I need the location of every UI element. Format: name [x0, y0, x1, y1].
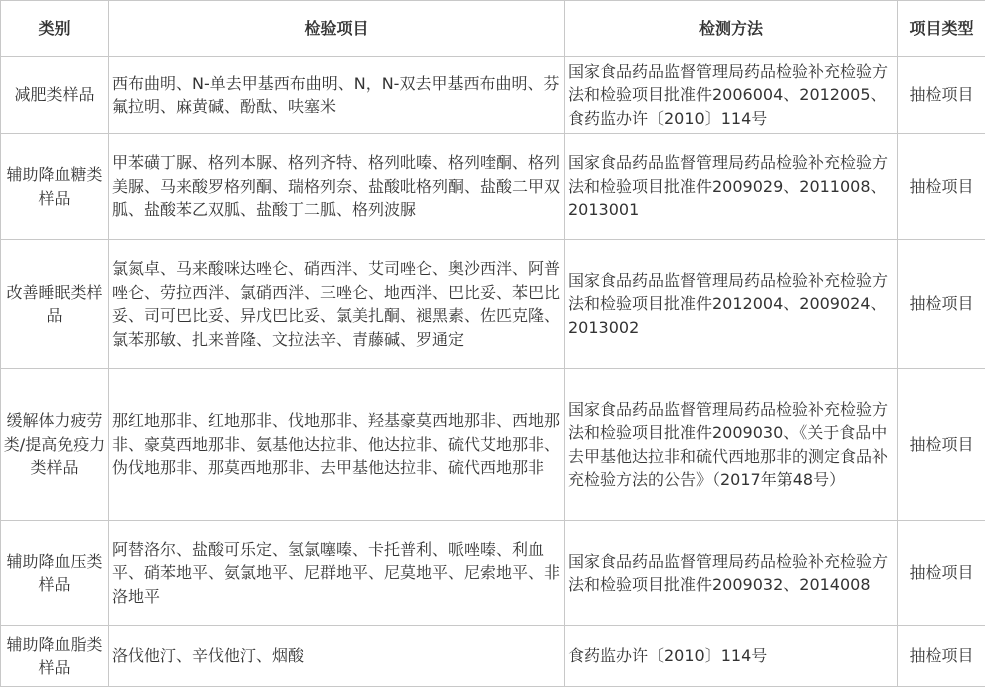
table-row [1, 521, 985, 626]
header-type: 项目类型 [898, 1, 985, 57]
category-cell: 减肥类样品 [1, 57, 109, 134]
type-cell: 抽检项目 [898, 240, 985, 369]
table-row [1, 369, 985, 521]
category-cell: 改善睡眠类样品 [1, 240, 109, 369]
method-cell: 国家食品药品监督管理局药品检验补充检验方法和检验项目批准件2006004、2012005、食药监办许〔2010〕114号 [565, 57, 898, 134]
items-cell: 西布曲明、N-单去甲基西布曲明、N，N-双去甲基西布曲明、芬氟拉明、麻黄碱、酚酞、呋塞米 [109, 57, 565, 134]
header-method: 检测方法 [565, 1, 898, 57]
method-cell: 国家食品药品监督管理局药品检验补充检验方法和检验项目批准件2009032、2014008 [565, 521, 898, 626]
category-cell: 辅助降血脂类样品 [1, 626, 109, 687]
category-cell: 缓解体力疲劳类/提高免疫力类样品 [1, 369, 109, 521]
type-cell: 抽检项目 [898, 57, 985, 134]
header-row [1, 1, 985, 57]
category-cell: 辅助降血压类样品 [1, 521, 109, 626]
category-cell: 辅助降血糖类样品 [1, 134, 109, 240]
table-row [1, 626, 985, 687]
items-cell: 氯氮卓、马来酸咪达唑仑、硝西泮、艾司唑仑、奥沙西泮、阿普唑仑、劳拉西泮、氯硝西泮、三唑仑、地西泮、巴比妥、苯巴比妥、司可巴比妥、异戊巴比妥、氯美扎酮、褪黑素、佐匹克隆、氯苯那敏、扎来普隆、文拉法辛、青藤碱、罗通定 [109, 240, 565, 369]
table-row [1, 240, 985, 369]
header-items: 检验项目 [109, 1, 565, 57]
method-cell: 食药监办许〔2010〕114号 [565, 626, 898, 687]
table-row [1, 57, 985, 134]
method-cell: 国家食品药品监督管理局药品检验补充检验方法和检验项目批准件2009029、2011008、2013001 [565, 134, 898, 240]
items-cell: 阿替洛尔、盐酸可乐定、氢氯噻嗪、卡托普利、哌唑嗪、利血平、硝苯地平、氨氯地平、尼群地平、尼莫地平、尼索地平、非洛地平 [109, 521, 565, 626]
items-cell: 甲苯磺丁脲、格列本脲、格列齐特、格列吡嗪、格列喹酮、格列美脲、马来酸罗格列酮、瑞格列奈、盐酸吡格列酮、盐酸二甲双胍、盐酸苯乙双胍、盐酸丁二胍、格列波脲 [109, 134, 565, 240]
items-cell: 洛伐他汀、辛伐他汀、烟酸 [109, 626, 565, 687]
method-cell: 国家食品药品监督管理局药品检验补充检验方法和检验项目批准件2012004、2009024、2013002 [565, 240, 898, 369]
header-category: 类别 [1, 1, 109, 57]
type-cell: 抽检项目 [898, 521, 985, 626]
type-cell: 抽检项目 [898, 369, 985, 521]
table-row [1, 134, 985, 240]
method-cell: 国家食品药品监督管理局药品检验补充检验方法和检验项目批准件2009030、《关于食品中去甲基他达拉非和硫代西地那非的测定食品补充检验方法的公告》（2017年第48号） [565, 369, 898, 521]
type-cell: 抽检项目 [898, 134, 985, 240]
type-cell: 抽检项目 [898, 626, 985, 687]
items-cell: 那红地那非、红地那非、伐地那非、羟基豪莫西地那非、西地那非、豪莫西地那非、氨基他达拉非、他达拉非、硫代艾地那非、伪伐地那非、那莫西地那非、去甲基他达拉非、硫代西地那非 [109, 369, 565, 521]
